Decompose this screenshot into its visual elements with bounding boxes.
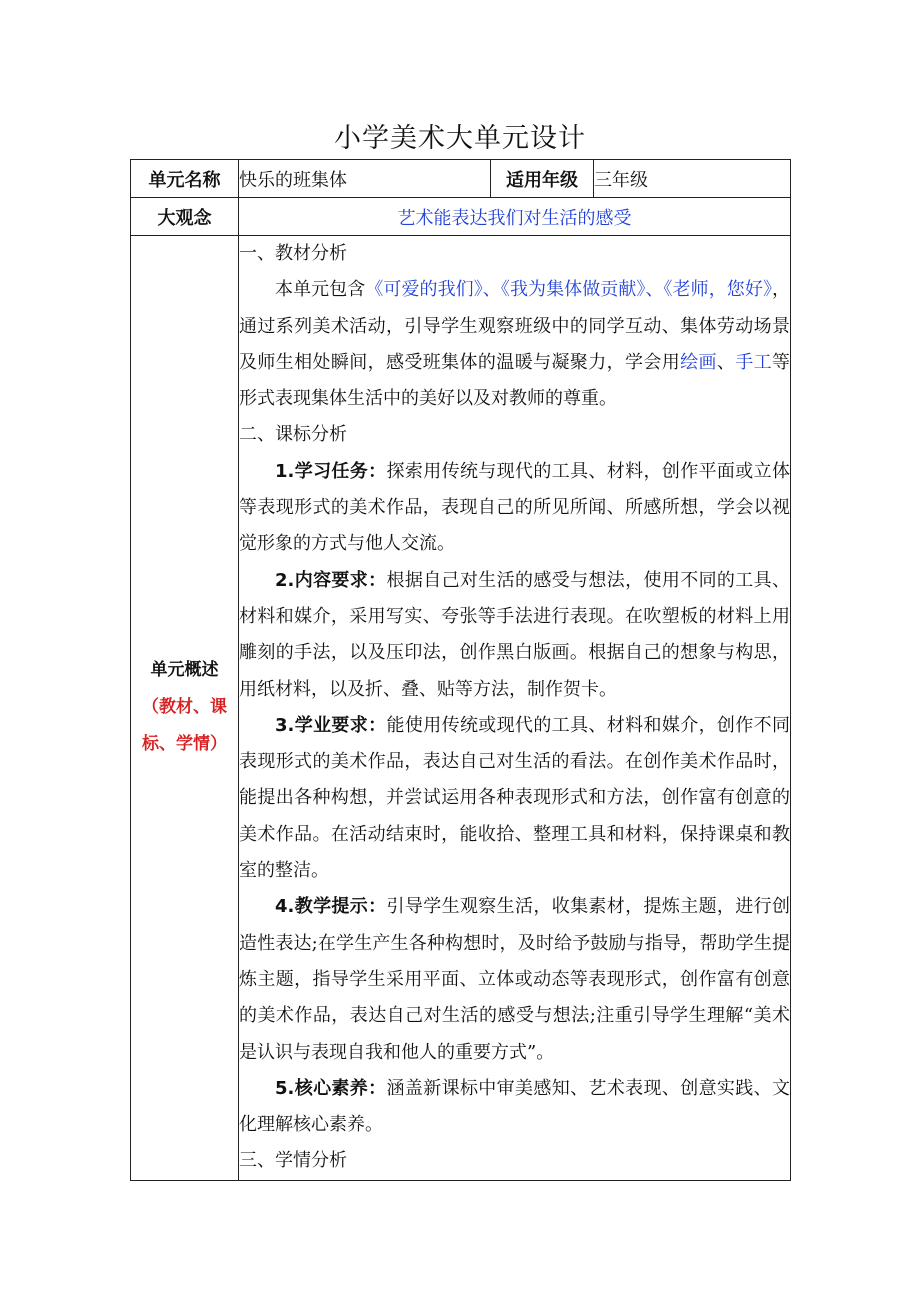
overview-sublabel-1: （教材、课 [142, 697, 227, 718]
big-concept-text: 艺术能表达我们对生活的感受 [239, 198, 791, 236]
big-concept-label: 大观念 [131, 198, 239, 236]
unit-name-value: 快乐的班集体 [239, 160, 491, 198]
grade-label: 适用年级 [491, 160, 594, 198]
curriculum-item: 5.核心素养：涵盖新课标中审美感知、艺术表现、创意实践、文化理解核心素养。 [239, 1077, 790, 1136]
overview-label-cell [131, 236, 239, 1181]
curriculum-item: 4.教学提示：引导学生观察生活，收集素材，提炼主题，进行创造性表达;在学生产生各种构想时，及时给予鼓励与指导，帮助学生提炼主题，指导学生采用平面、立体或动态等表现形式，创作富有创意的美术作品，表达自己对生活的感受与想法;注重引导学生理解“美术是认识与表现自我和他人的重要方式”。 [239, 896, 790, 1063]
section-heading-curriculum: 二、课标分析 [239, 424, 347, 446]
handcraft-term: 手工 [735, 351, 773, 373]
overview-label: 单元概述 [150, 660, 219, 681]
curriculum-item: 2.内容要求：根据自己对生活的感受与想法，使用不同的工具、材料和媒介，采用写实、夸张等手法进行表现。在吹塑板的材料上用雕刻的手法，以及压印法，创作黑白版画。根据自己的想象与构思，用纸材料，以及折、叠、贴等方法，制作贺卡。 [239, 569, 790, 700]
curriculum-item: 3.学业要求：能使用传统或现代的工具、材料和媒介，创作不同表现形式的美术作品，表达自己对生活的看法。在创作美术作品时，能提出各种构想，并尝试运用各种表现形式和方法，创作富有创意的美术作品。在活动结束时，能收拾、整理工具和材料，保持课桌和教室的整洁。 [239, 714, 790, 882]
lesson-titles: 《可爱的我们》、《我为集体做贡献》、《老师，您好》 [365, 279, 773, 301]
overview-content [239, 236, 791, 1181]
header-row [131, 160, 791, 198]
grade-value: 三年级 [594, 160, 791, 198]
document-title: 小学美术大单元设计 [334, 123, 586, 154]
section-heading-learners: 三、学情分析 [239, 1150, 347, 1172]
section-heading-textbook: 一、教材分析 [239, 243, 347, 264]
curriculum-item: 1.学习任务：探索用传统与现代的工具、材料，创作平面或立体等表现形式的美术作品，表现自己的所见所闻、所感所想，学会以视觉形象的方式与他人交流。 [239, 460, 790, 555]
unit-name-label: 单元名称 [131, 160, 239, 198]
overview-row [131, 236, 791, 1181]
overview-sublabel-2: 标、学情） [142, 734, 227, 755]
unit-design-table [130, 159, 791, 1181]
drawing-term: 绘画 [680, 351, 717, 373]
textbook-analysis-paragraph: 本单元包含《可爱的我们》、《我为集体做贡献》、《老师，您好》，通过系列美术活动，引导学生观察班级中的同学互动、集体劳动场景及师生相处瞬间，感受班集体的温暖与凝聚力，学会用绘画、手工等形式表现集体生活中的美好以及对教师的尊重。 [239, 279, 791, 410]
big-concept-row [131, 198, 791, 236]
